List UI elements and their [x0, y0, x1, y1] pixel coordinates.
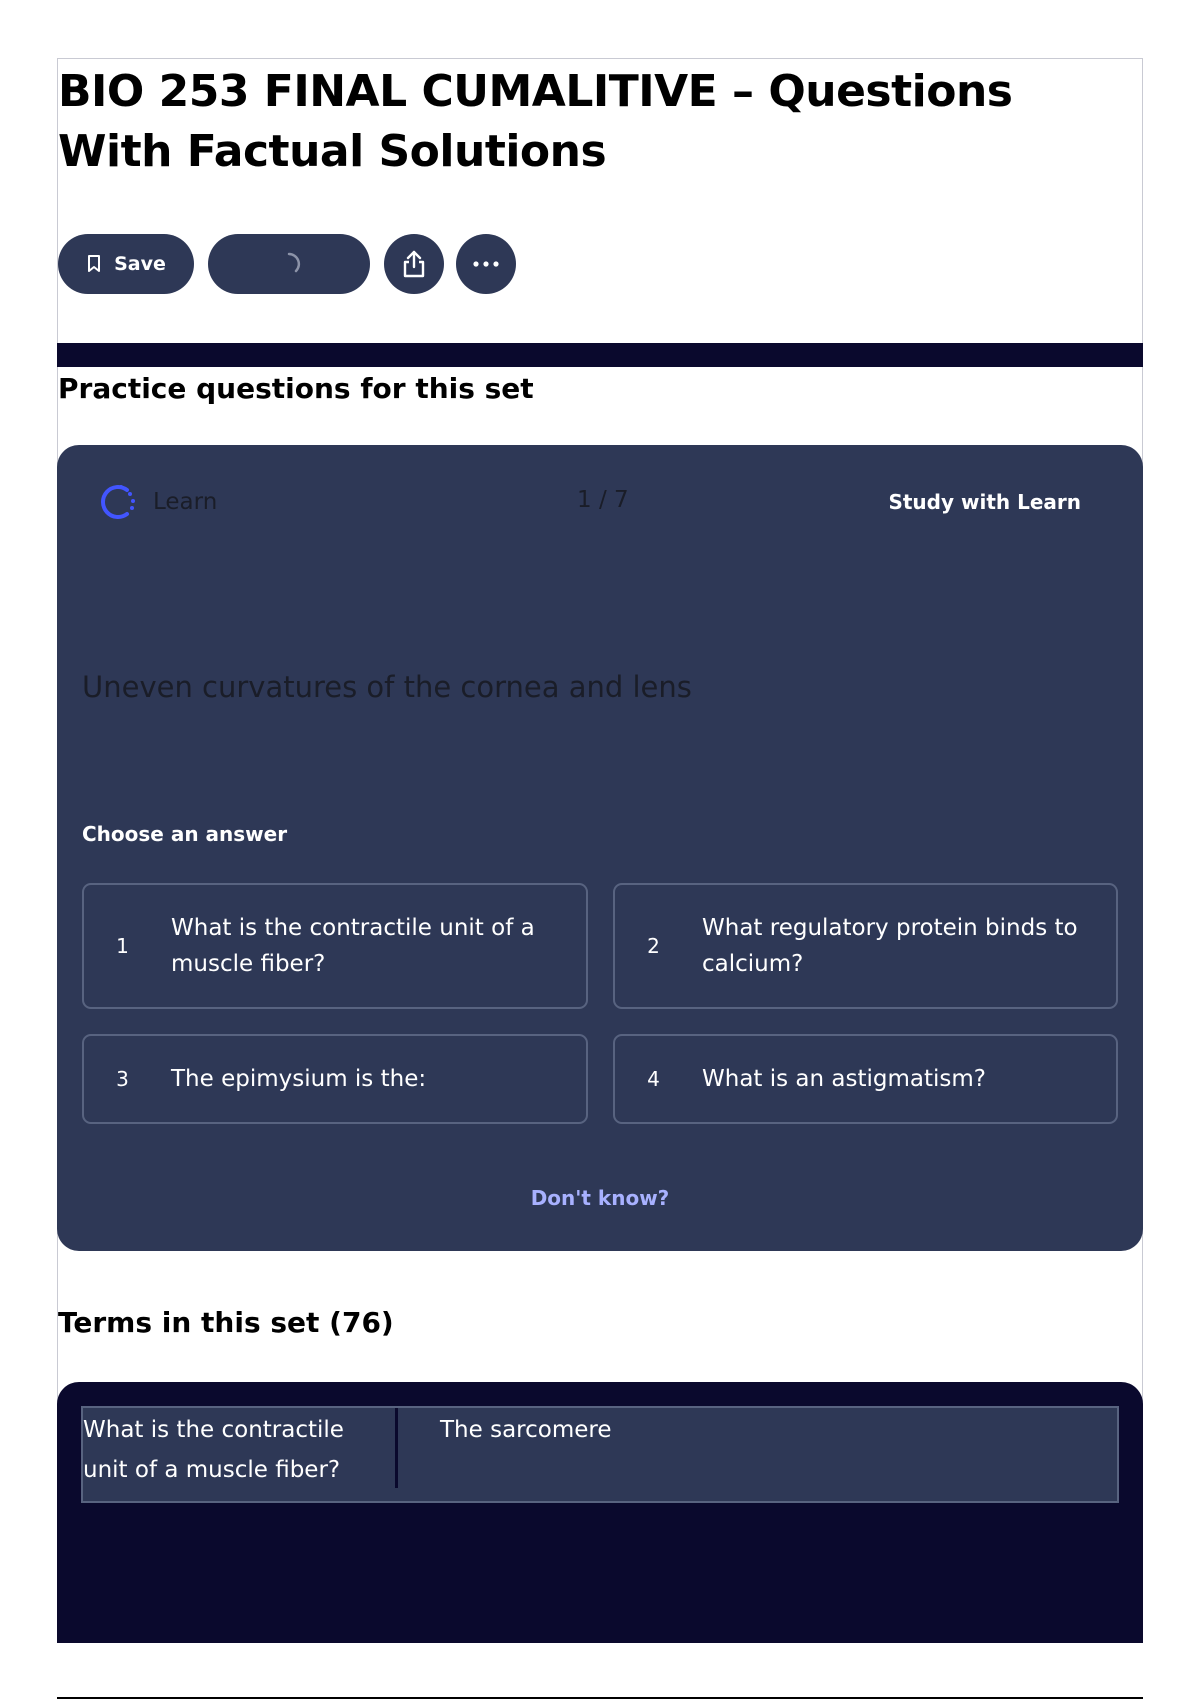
definition-text: The sarcomere: [440, 1417, 612, 1443]
share-button[interactable]: [384, 234, 444, 294]
share-icon: [400, 249, 428, 279]
term-text: What is the contractile unit of a muscle fiber?: [83, 1417, 344, 1483]
option-text: What is the contractile unit of a muscle fiber?: [171, 915, 535, 977]
option-text: What is an astigmatism?: [702, 1066, 986, 1092]
question-prompt: Uneven curvatures of the cornea and lens: [82, 670, 692, 704]
choose-answer-label: Choose an answer: [82, 822, 288, 846]
option-text: What regulatory protein binds to calcium?: [702, 915, 1078, 977]
answer-option-1[interactable]: [82, 883, 588, 1009]
more-icon: [471, 260, 501, 268]
loading-button[interactable]: [208, 234, 370, 294]
learn-card: [57, 445, 1143, 1251]
study-with-learn-link[interactable]: Study with Learn: [888, 490, 1081, 514]
answer-option-3[interactable]: [82, 1034, 588, 1124]
option-text: The epimysium is the:: [171, 1066, 427, 1092]
option-number: 4: [647, 1067, 660, 1091]
option-number: 1: [116, 934, 129, 958]
save-label: Save: [114, 253, 166, 275]
terms-heading: Terms in this set (76): [58, 1306, 394, 1339]
option-number: 2: [647, 934, 660, 958]
answer-option-2[interactable]: [613, 883, 1118, 1009]
bottom-rule: [57, 1697, 1143, 1699]
option-number: 3: [116, 1067, 129, 1091]
learn-mode-label: [97, 481, 217, 523]
term-divider: [395, 1408, 398, 1488]
spinner-icon: [276, 251, 302, 277]
bookmark-icon: [86, 254, 102, 274]
learn-mode-icon: [97, 481, 139, 523]
more-options-button[interactable]: [456, 234, 516, 294]
dont-know-link[interactable]: Don't know?: [530, 1186, 670, 1210]
save-button[interactable]: [58, 234, 194, 294]
terms-list: [57, 1382, 1143, 1643]
term-row: [81, 1406, 1119, 1503]
section-divider: [57, 343, 1143, 367]
question-counter: 1 / 7: [577, 487, 629, 513]
page-title: BIO 253 FINAL CUMALITIVE – Questions With Factual Solutions: [58, 66, 1013, 177]
answer-option-4[interactable]: [613, 1034, 1118, 1124]
learn-label: Learn: [153, 489, 218, 515]
practice-heading: Practice questions for this set: [58, 372, 534, 405]
